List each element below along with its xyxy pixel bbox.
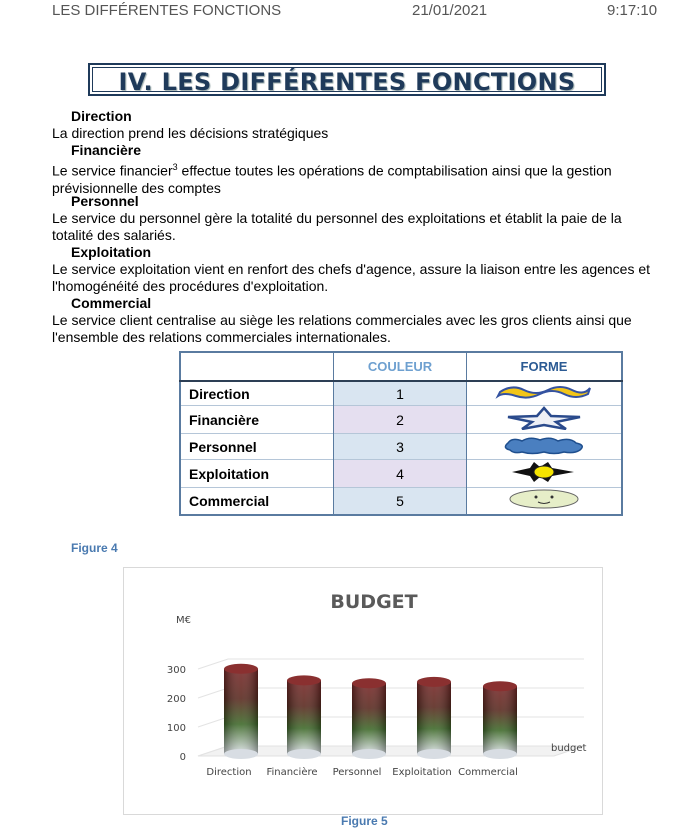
table-header-empty — [180, 352, 334, 381]
table-header-couleur: COULEUR — [334, 352, 467, 381]
row-name: Direction — [180, 381, 334, 406]
functions-table — [179, 351, 623, 516]
table-row — [180, 488, 622, 515]
section-text-direction: La direction prend les décisions stratégiques — [52, 125, 329, 141]
bar-top — [352, 678, 386, 688]
table-row — [180, 406, 622, 434]
section-text-exploitation: Le service exploitation vient en renfort des chefs d'agence, assure la liaison entre les agences et l'homogénéité des procédures d'exploitation. — [52, 261, 651, 294]
section-title-direction: Direction — [71, 108, 132, 124]
section-title-personnel: Personnel — [71, 193, 139, 209]
row-number: 5 — [334, 488, 467, 515]
row-number: 2 — [334, 406, 467, 434]
x-tick-label: Financière — [266, 767, 318, 778]
bar-shading — [287, 680, 321, 754]
bar-shading — [483, 686, 517, 754]
budget-chart-frame — [123, 567, 603, 815]
smiley-icon — [467, 488, 623, 515]
y-tick-label: 0 — [179, 752, 186, 763]
heading-box — [88, 63, 606, 96]
section-text-personnel: Le service du personnel gère la totalité du personnel des exploitations et établit la paie de la totalité des salariés. — [52, 210, 622, 243]
star-icon — [467, 406, 623, 434]
section-title-commercial: Commercial — [71, 295, 152, 311]
row-name: Financière — [180, 406, 334, 434]
chart-title: BUDGET — [330, 591, 418, 613]
bar-base — [417, 749, 451, 759]
row-name: Commercial — [180, 488, 334, 515]
bar-shading — [352, 683, 386, 754]
cloud-icon — [467, 434, 623, 460]
header-time: 9:17:10 — [607, 2, 658, 19]
header-date: 21/01/2021 — [412, 2, 488, 19]
table-row — [180, 434, 622, 460]
page-title: IV. LES DIFFÉRENTES FONCTIONS — [118, 68, 576, 96]
bar-top — [483, 681, 517, 691]
section-text-financiere — [52, 159, 656, 197]
x-tick-label: Exploitation — [392, 767, 452, 778]
bar-base — [483, 749, 517, 759]
text-part: Le service financier — [52, 162, 173, 179]
x-tick-label: Direction — [206, 767, 252, 778]
table-row — [180, 381, 622, 406]
bar-top — [224, 664, 258, 674]
bar-top — [417, 677, 451, 687]
bar-shading — [417, 682, 451, 754]
text-part: effectue toutes les opérations de comptabilisation ainsi que la gestion prévisionnelle des comptes — [52, 162, 612, 196]
section-text-commercial: Le service client centralise au siège les relations commerciales avec les gros clients ainsi que l'ensemble des relations commerciales internationales. — [52, 312, 632, 345]
footnote-ref[interactable]: 3 — [172, 162, 178, 172]
sun-icon — [467, 460, 623, 488]
row-number: 4 — [334, 460, 467, 488]
legend-label: budget — [551, 743, 587, 754]
y-tick-label: 200 — [166, 694, 186, 705]
bar-base — [224, 749, 258, 759]
x-tick-label: Commercial — [458, 767, 518, 778]
table-header-forme: FORME — [467, 352, 623, 381]
row-number: 1 — [334, 381, 467, 406]
x-tick-label: Personnel — [332, 767, 382, 778]
budget-chart — [124, 568, 604, 816]
row-number: 3 — [334, 434, 467, 460]
bar-base — [287, 749, 321, 759]
wave-banner-icon — [467, 381, 623, 406]
section-title-financiere: Financière — [71, 142, 142, 158]
row-name: Exploitation — [180, 460, 334, 488]
y-axis-label: M€ — [176, 615, 191, 626]
bar-top — [287, 675, 321, 685]
section-title-exploitation: Exploitation — [71, 244, 152, 260]
bar-shading — [224, 669, 258, 754]
y-tick-label: 100 — [166, 723, 186, 734]
bar-base — [352, 749, 386, 759]
figure-4-caption: Figure 4 — [71, 541, 118, 555]
y-tick-label: 300 — [166, 665, 186, 676]
table-row — [180, 460, 622, 488]
header-doc-title: LES DIFFÉRENTES FONCTIONS — [52, 2, 282, 19]
row-name: Personnel — [180, 434, 334, 460]
figure-5-caption: Figure 5 — [341, 814, 388, 828]
table-header-row — [180, 352, 622, 381]
